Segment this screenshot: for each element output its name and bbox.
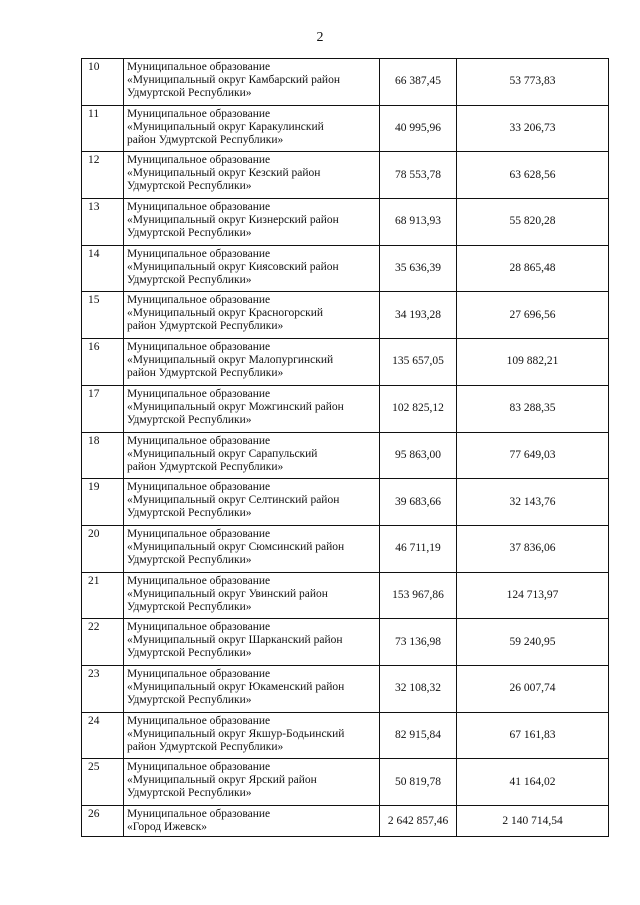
name-line: «Муниципальный округ Сюмсинский район <box>127 540 345 553</box>
amount-cell-2: 67 161,83 <box>457 712 609 759</box>
amount-cell-2: 55 820,28 <box>457 199 609 246</box>
amount-cell-1: 73 136,98 <box>380 619 457 666</box>
name-line: «Муниципальный округ Малопургинский <box>127 354 334 367</box>
row-number: 20 <box>82 525 124 572</box>
table-row <box>82 292 609 339</box>
budget-table <box>81 58 609 837</box>
name-line: «Муниципальный округ Камбарский район <box>127 74 340 86</box>
row-number: 10 <box>82 59 124 106</box>
row-number: 19 <box>82 479 124 526</box>
table-row <box>82 619 609 666</box>
municipality-name <box>124 712 380 759</box>
amount-cell-1: 82 915,84 <box>380 712 457 759</box>
municipality-name <box>124 432 380 479</box>
amount-cell-1: 50 819,78 <box>380 759 457 806</box>
municipality-name <box>124 759 380 806</box>
name-line: Муниципальное образование <box>127 387 271 400</box>
amount-cell-2: 41 164,02 <box>457 759 609 806</box>
name-line: Муниципальное образование <box>127 154 271 167</box>
name-line: район Удмуртской Республики» <box>127 740 284 753</box>
table-row <box>82 525 609 572</box>
name-line: «Муниципальный округ Сарапульский <box>127 447 318 460</box>
name-line: Муниципальное образование <box>127 201 271 214</box>
amount-cell-2: 2 140 714,54 <box>457 806 609 837</box>
amount-cell-1: 102 825,12 <box>380 385 457 432</box>
name-line: Удмуртской Республики» <box>127 600 252 613</box>
amount-cell-2: 28 865,48 <box>457 245 609 292</box>
table-row <box>82 479 609 526</box>
amount-cell-2: 27 696,56 <box>457 292 609 339</box>
amount-cell-1: 46 711,19 <box>380 525 457 572</box>
name-line: Удмуртской Республики» <box>127 787 252 800</box>
amount-cell-1: 78 553,78 <box>380 152 457 199</box>
table-row <box>82 152 609 199</box>
row-number: 15 <box>82 292 124 339</box>
name-line: Удмуртской Республики» <box>127 553 252 566</box>
amount-cell-2: 33 206,73 <box>457 105 609 152</box>
name-line: Удмуртской Республики» <box>127 693 252 706</box>
municipality-name <box>124 339 380 386</box>
row-number: 12 <box>82 152 124 199</box>
name-line: Муниципальное образование <box>127 107 271 120</box>
name-line: Муниципальное образование <box>127 434 271 447</box>
amount-cell-2: 124 713,97 <box>457 572 609 619</box>
row-number: 26 <box>82 806 124 837</box>
row-number: 18 <box>82 432 124 479</box>
table-row <box>82 432 609 479</box>
name-line: «Муниципальный округ Кезский район <box>127 167 321 180</box>
row-number: 25 <box>82 759 124 806</box>
name-line: Удмуртской Республики» <box>127 413 252 426</box>
amount-cell-1: 135 657,05 <box>380 339 457 386</box>
name-line: «Муниципальный округ Юкаменский район <box>127 680 345 693</box>
table-row <box>82 712 609 759</box>
page-number: 2 <box>316 30 324 45</box>
name-line: Муниципальное образование <box>127 481 271 494</box>
name-line: «Муниципальный округ Увинский район <box>127 587 328 600</box>
name-line: «Муниципальный округ Красногорский <box>127 307 324 320</box>
amount-cell-2: 37 836,06 <box>457 525 609 572</box>
row-number: 16 <box>82 339 124 386</box>
name-line: Муниципальное образование <box>127 621 271 634</box>
amount-cell-2: 109 882,21 <box>457 339 609 386</box>
name-line: Муниципальное образование <box>127 61 271 73</box>
name-line: Муниципальное образование <box>127 714 271 727</box>
name-line: Муниципальное образование <box>127 341 271 354</box>
name-line: район Удмуртской Республики» <box>127 367 284 380</box>
name-line: Муниципальное образование <box>127 808 271 820</box>
table-row <box>82 245 609 292</box>
name-line: «Муниципальный округ Якшур-Бодьинский <box>127 727 345 740</box>
municipality-name <box>124 572 380 619</box>
amount-cell-1: 34 193,28 <box>380 292 457 339</box>
amount-cell-1: 39 683,66 <box>380 479 457 526</box>
amount-cell-2: 32 143,76 <box>457 479 609 526</box>
name-line: Муниципальное образование <box>127 527 271 540</box>
amount-cell-1: 2 642 857,46 <box>380 806 457 837</box>
name-line: Муниципальное образование <box>127 247 271 260</box>
row-number: 11 <box>82 105 124 152</box>
name-line: Удмуртской Республики» <box>127 273 252 286</box>
amount-cell-1: 153 967,86 <box>380 572 457 619</box>
amount-cell-1: 32 108,32 <box>380 665 457 712</box>
row-number: 14 <box>82 245 124 292</box>
amount-cell-2: 63 628,56 <box>457 152 609 199</box>
name-line: «Город Ижевск» <box>127 821 208 833</box>
name-line: район Удмуртской Республики» <box>127 460 284 473</box>
name-line: «Муниципальный округ Киясовский район <box>127 260 339 273</box>
amount-cell-1: 66 387,45 <box>380 59 457 106</box>
name-line: Муниципальное образование <box>127 667 271 680</box>
amount-cell-2: 53 773,83 <box>457 59 609 106</box>
amount-cell-1: 35 636,39 <box>380 245 457 292</box>
row-number: 22 <box>82 619 124 666</box>
name-line: Удмуртской Республики» <box>127 87 252 99</box>
table-row <box>82 759 609 806</box>
amount-cell-1: 68 913,93 <box>380 199 457 246</box>
name-line: Удмуртской Республики» <box>127 180 252 193</box>
name-line: «Муниципальный округ Селтинский район <box>127 494 340 507</box>
municipality-name <box>124 525 380 572</box>
municipality-name <box>124 59 380 106</box>
row-number: 23 <box>82 665 124 712</box>
row-number: 21 <box>82 572 124 619</box>
table-row <box>82 385 609 432</box>
name-line: Муниципальное образование <box>127 574 271 587</box>
amount-cell-1: 40 995,96 <box>380 105 457 152</box>
municipality-name <box>124 806 380 837</box>
municipality-name <box>124 199 380 246</box>
name-line: Удмуртской Республики» <box>127 227 252 240</box>
municipality-name <box>124 619 380 666</box>
name-line: Удмуртской Республики» <box>127 507 252 520</box>
table-row <box>82 59 609 106</box>
table-row <box>82 105 609 152</box>
row-number: 17 <box>82 385 124 432</box>
row-number: 24 <box>82 712 124 759</box>
amount-cell-2: 59 240,95 <box>457 619 609 666</box>
name-line: «Муниципальный округ Шарканский район <box>127 634 343 647</box>
municipality-name <box>124 292 380 339</box>
name-line: Муниципальное образование <box>127 761 271 774</box>
name-line: «Муниципальный округ Можгинский район <box>127 400 344 413</box>
table-row <box>82 339 609 386</box>
name-line: «Муниципальный округ Кизнерский район <box>127 214 339 227</box>
name-line: «Муниципальный округ Каракулинский <box>127 120 324 133</box>
municipality-name <box>124 152 380 199</box>
table-row <box>82 665 609 712</box>
name-line: Муниципальное образование <box>127 294 271 307</box>
table-row <box>82 806 609 837</box>
amount-cell-2: 77 649,03 <box>457 432 609 479</box>
table-row <box>82 572 609 619</box>
municipality-name <box>124 105 380 152</box>
name-line: Удмуртской Республики» <box>127 647 252 660</box>
name-line: район Удмуртской Республики» <box>127 320 284 333</box>
amount-cell-2: 26 007,74 <box>457 665 609 712</box>
municipality-name <box>124 245 380 292</box>
row-number: 13 <box>82 199 124 246</box>
municipality-name <box>124 479 380 526</box>
table-row <box>82 199 609 246</box>
municipality-name <box>124 385 380 432</box>
name-line: «Муниципальный округ Ярский район <box>127 774 317 787</box>
amount-cell-1: 95 863,00 <box>380 432 457 479</box>
municipality-name <box>124 665 380 712</box>
amount-cell-2: 83 288,35 <box>457 385 609 432</box>
name-line: район Удмуртской Республики» <box>127 133 284 146</box>
